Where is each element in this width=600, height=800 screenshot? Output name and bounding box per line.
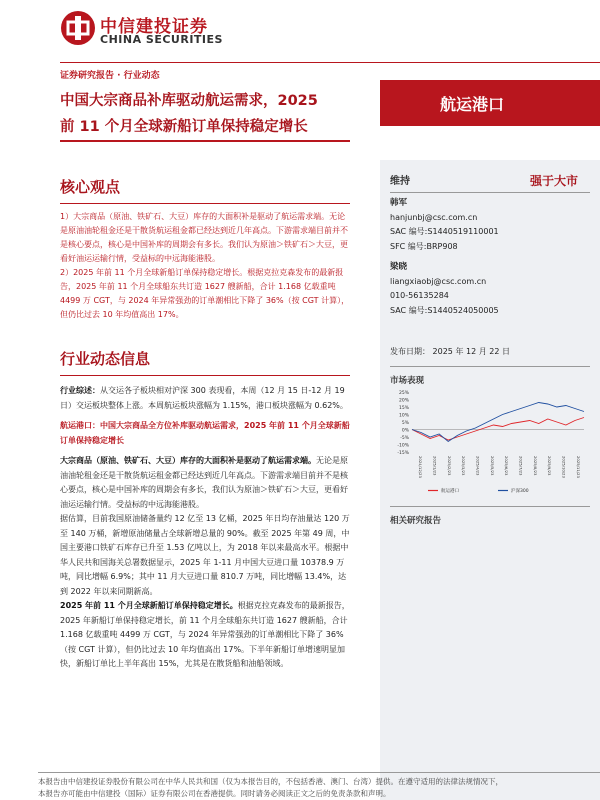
y-tick-label: 10% [398,413,409,419]
block3-text: 根据克拉克森发布的最新报告，2025 年新船订单保持稳定增长，前 11 个月全球船东共订造 1627 艘新船，合计 1.168 亿载重吨 4499 万 CGT，与 2024 年异常强劲的订单潮相比下降了 36%（按 CGT 计算），但仍比过去 10 年均值高出 17%。下半年新船订单增速明显加快，新船订单比上半年高出 15%，尤其是在散货船和油船领域。 [60,601,350,668]
news-section [60,348,350,672]
analyst-2-name: 梁晓 [390,262,408,272]
related-divider [390,506,590,507]
core-heading: 核心观点 [60,178,121,196]
rating-row [390,172,590,190]
core-section [60,176,350,322]
x-tick-label: 2025/4/23 [475,456,481,476]
core-heading-divider [60,203,350,204]
core-body [60,210,350,322]
title-line-1: 中国大宗商品补库驱动航运需求，2025 [60,93,318,109]
analyst-2-phone: 010-56135284 [390,291,449,300]
news-subheading: 航运港口：中国大宗商品全方位补库驱动航运需求，2025 年前 11 个月全球新船订单保持稳定增长 [60,421,350,445]
company-logo [60,10,223,46]
x-tick-label: 2025/8/23 [532,456,538,476]
related-reports-title: 相关研究报告 [390,516,442,526]
x-tick-label: 2025/7/23 [518,456,524,476]
sector-badge: 航运港口 [380,80,600,126]
date-divider [390,366,590,367]
x-tick-label: 2025/6/23 [504,456,510,476]
news-block-3 [60,599,350,672]
logo-mark-icon [60,10,96,46]
summary-text: 从交运各子板块相对沪深 300 表现看，本周（12 月 15 日-12 月 19 日）交运板块整体上涨。本周航运板块涨幅为 1.15%，港口板块涨幅为 0.62%。 [60,386,348,410]
rating-value: 强于大市 [529,174,578,188]
x-tick-label: 2025/2/23 [446,456,452,476]
series-line-0 [412,418,584,441]
analyst-1-sac: SAC 编号:S1440519110001 [390,227,499,236]
title-underline [60,140,350,142]
summary-label: 行业综述： [60,386,100,395]
disclaimer-footer [38,776,600,800]
title-line-2: 前 11 个月全球新船订单保持稳定增长 [60,119,308,135]
rating-label: 维持 [390,176,410,187]
news-block-1 [60,454,350,512]
y-tick-label: 25% [398,391,409,396]
y-tick-label: -5% [400,436,409,441]
publish-date: 发布日期： 2025 年 12 月 22 日 [390,347,510,356]
y-tick-label: -10% [397,443,409,449]
x-tick-label: 2025/5/23 [489,456,495,476]
report-title [60,88,360,140]
news-heading-divider [60,375,350,376]
x-tick-label: 2025/9/23 [547,456,553,476]
analyst-1 [390,196,499,254]
core-point-2: 2）2025 年前 11 个月全球新船订单保持稳定增长。根据克拉克森发布的最新报告，2025 年前 11 个月全球船东共订造 1627 艘新船，合计 1.168 亿载重吨 4499 万 CGT，与 2024 年异常强劲的订单潮相比下降了 36%（按 CGT 计算），但仍比过去 10 年均值高出 17%。 [60,268,350,319]
analyst-1-sfc: SFC 编号:BRP908 [390,241,458,251]
y-tick-label: 0% [401,428,409,434]
market-performance-title: 市场表现 [390,376,425,386]
logo-text-en: CHINA SECURITIES [100,33,223,46]
analyst-2 [390,260,499,318]
core-point-1: 1）大宗商品（原油、铁矿石、大豆）库存的大面积补是驱动了航运需求端。无论是原油油轮租金还是干散货航运租金都已经达到近几年高点。下游需求端目前并不是核心要点，核心是中国补库的周期会有多长。我们认为原油＞铁矿石＞大豆，更看好油运运输行情，受益标的中远海能港股。 [60,212,348,263]
footer-line-1: 本报告由中信建投证券股份有限公司在中华人民共和国（仅为本报告目的，不包括香港、澳门、台湾）提供。在遵守适用的法律法规情况下， [38,777,503,786]
block1-bold: 大宗商品（原油、铁矿石、大豆）库存的大面积补是驱动了航运需求端。 [60,456,316,465]
news-block-2: 据估算，目前我国原油储备量约 12 亿至 13 亿桶，2025 年日均存油量达 120 万至 140 万桶，新增原油储量占全球新增总量的 90%。截至 2025 年第 49 周，中国主要港口铁矿石库存已升至 1.53 亿吨以上，为 2018 年以来最高水平。根据中华人民共和国海关总署数据显示，2025 年 1-11 月中国大豆进口量 10378.9 万吨，同比增幅 6.9%；其中 11 月大豆进口量 810.7 万吨，同比增幅 13.4%，达到 2022 年以来同期新高。 [60,514,350,596]
footer-line-2: 本报告亦可能由中信建投（国际）证券有限公司在香港提供。同时请务必阅读正文之后的免责条款和声明。 [38,789,391,798]
analyst-2-sac: SAC 编号:S1440524050005 [390,305,499,315]
analyst-2-email: liangxiaobj@csc.com.cn [390,276,487,286]
analyst-1-name: 韩军 [390,198,408,208]
x-tick-label: 2025/10/23 [561,456,567,478]
legend-label: 沪深300 [511,489,529,494]
rating-divider [390,192,590,193]
block1-text: 无论是原油油轮租金还是干散货航运租金都已经达到近几年高点。下游需求端目前并不是核心要点，核心是中国补库的周期会有多长，我们认为原油＞铁矿石＞大豆，更看好油运运输行情。受益标的中远海能港股。 [60,456,348,509]
y-tick-label: 15% [398,406,409,411]
header-divider [60,62,600,63]
report-type: 证券研究报告 · 行业动态 [60,71,160,81]
y-tick-label: -15% [397,451,409,456]
legend-label: 航运港口 [441,489,459,494]
sidebar [380,160,600,800]
x-tick-label: 2025/1/23 [432,456,438,476]
analyst-1-email: hanjunbj@csc.com.cn [390,212,478,222]
x-tick-label: 2024/12/23 [418,456,424,478]
news-heading: 行业动态信息 [60,350,151,368]
news-summary [60,384,350,413]
market-performance-chart [388,388,588,498]
y-tick-label: 5% [401,421,409,426]
x-tick-label: 2025/3/23 [461,456,467,476]
footer-divider [38,772,600,773]
x-tick-label: 2025/11/23 [575,456,581,478]
logo-text-cn: 中信建投证券 [100,17,208,37]
y-tick-label: 20% [398,398,409,404]
block3-bold: 2025 年前 11 个月全球新船订单保持稳定增长。 [60,601,238,610]
